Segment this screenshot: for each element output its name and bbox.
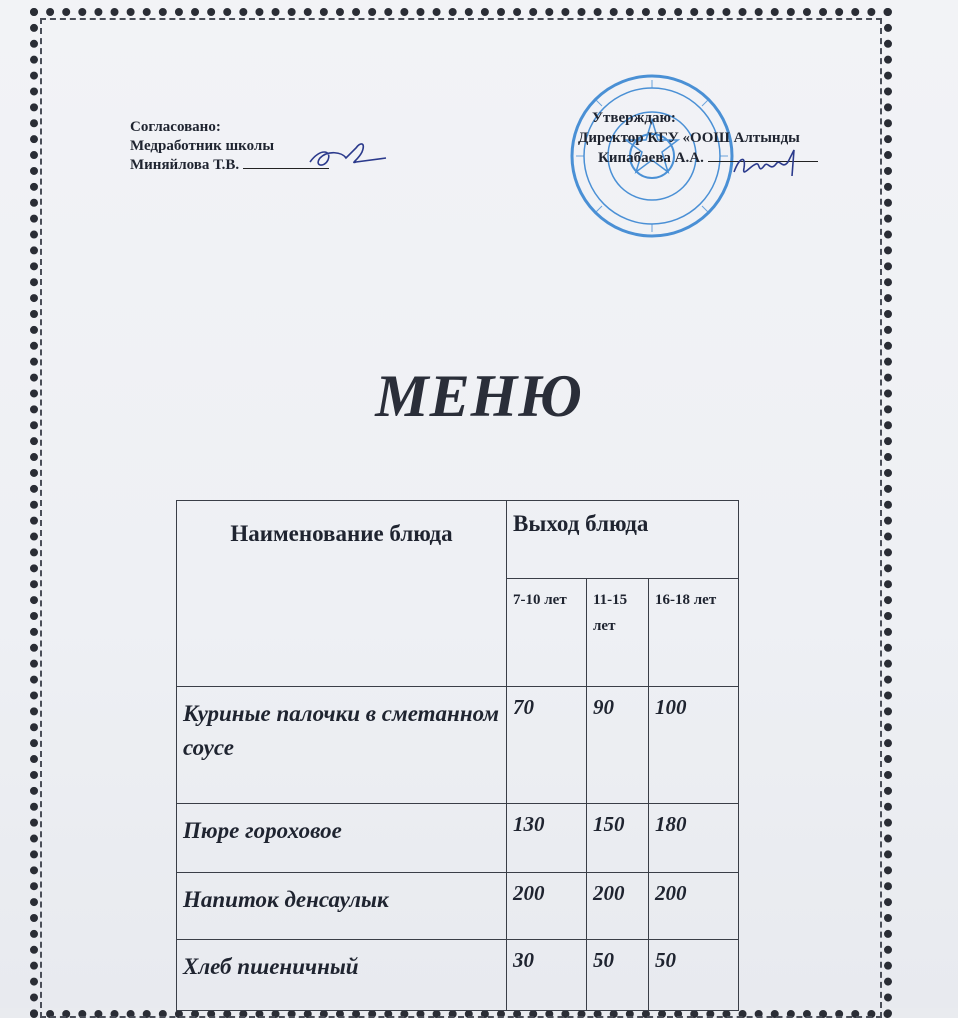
portion-value: 130 xyxy=(507,804,587,873)
table-row xyxy=(177,940,739,1011)
signature-left-icon xyxy=(302,128,392,178)
approval-left-name: Миняйлова Т.В. xyxy=(130,157,240,173)
header-age-group: 11-15 лет xyxy=(587,579,649,687)
portion-value: 200 xyxy=(507,873,587,940)
approval-right-name: Кипабаева А.А. xyxy=(598,150,704,166)
portion-value: 200 xyxy=(587,873,649,940)
approval-left-person xyxy=(130,156,329,175)
header-age-group: 16-18 лет xyxy=(649,579,739,687)
table-row xyxy=(177,687,739,804)
approval-right-position: Директор КГУ «ООШ Алтынды xyxy=(578,130,800,146)
dish-name: Куриные палочки в сметанном соусе xyxy=(177,687,507,804)
menu-table xyxy=(176,500,739,1011)
dish-name: Пюре гороховое xyxy=(177,804,507,873)
dish-name: Хлеб пшеничный xyxy=(177,940,507,1011)
portion-value: 180 xyxy=(649,804,739,873)
dish-name: Напиток денсаулык xyxy=(177,873,507,940)
portion-value: 200 xyxy=(649,873,739,940)
portion-value: 50 xyxy=(649,940,739,1011)
table-row xyxy=(177,873,739,940)
page-title: МЕНЮ xyxy=(375,363,583,429)
approval-right-heading: Утверждаю: xyxy=(592,110,676,126)
approval-left-position: Медработник школы xyxy=(130,138,275,154)
portion-value: 150 xyxy=(587,804,649,873)
header-output: Выход блюда xyxy=(507,501,739,579)
portion-value: 100 xyxy=(649,687,739,804)
table-row xyxy=(177,804,739,873)
portion-value: 90 xyxy=(587,687,649,804)
portion-value: 30 xyxy=(507,940,587,1011)
portion-value: 70 xyxy=(507,687,587,804)
approval-left-block xyxy=(130,118,329,175)
signature-right-icon xyxy=(728,146,808,186)
approval-left-heading: Согласовано: xyxy=(130,119,221,135)
header-age-group: 7-10 лет xyxy=(507,579,587,687)
portion-value: 50 xyxy=(587,940,649,1011)
header-dish-name: Наименование блюда xyxy=(177,501,507,687)
